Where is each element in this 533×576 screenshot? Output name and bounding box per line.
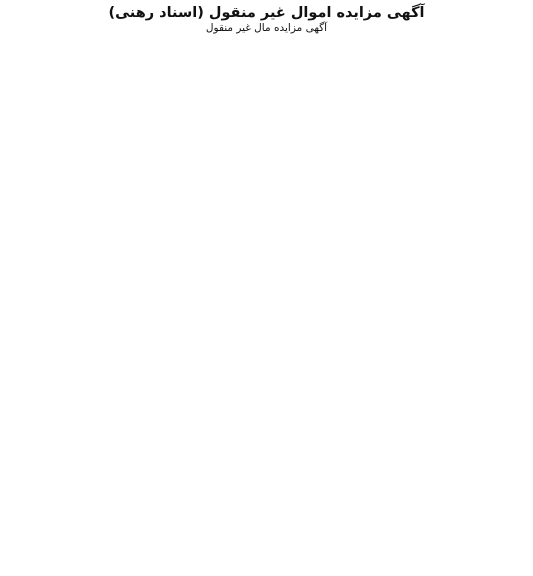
notice-body-line — [7, 390, 526, 404]
notice-body-line — [7, 255, 526, 269]
notice-body-line — [7, 295, 526, 309]
notice-body-line — [7, 417, 526, 431]
notice-body-line — [7, 133, 526, 147]
notice-body-line — [7, 309, 526, 323]
notice-body-line — [7, 38, 526, 52]
notice-body-line — [7, 173, 526, 187]
notice-body-line — [7, 214, 526, 228]
notice-body-line — [7, 106, 526, 120]
notice-body-line — [7, 458, 526, 472]
notice-body-line — [7, 282, 526, 296]
notice-body-line — [7, 160, 526, 174]
notice-title: آگهی مزایده اموال غیر منقول (اسناد رهنی) — [108, 5, 425, 21]
notice-body-line — [7, 499, 526, 513]
notice-body-line — [7, 485, 526, 499]
notice-body-line — [7, 201, 526, 215]
notice-body-line — [7, 363, 526, 377]
notice-body-line — [7, 512, 526, 526]
notice-body-line — [7, 526, 526, 540]
notice-body-line — [7, 119, 526, 133]
notice-body-line — [7, 336, 526, 350]
notice-body-line — [7, 65, 526, 79]
notice-body-line — [7, 377, 526, 391]
notice-body — [7, 38, 526, 539]
notice-body-line — [7, 444, 526, 458]
notice-body-line — [7, 322, 526, 336]
notice-body-line — [7, 146, 526, 160]
notice-body-line — [7, 350, 526, 364]
notice-body-line — [7, 431, 526, 445]
notice-body-line — [7, 187, 526, 201]
notice-body-line — [7, 228, 526, 242]
notice-body-line — [7, 404, 526, 418]
notice-body-line — [7, 79, 526, 93]
notice-body-line — [7, 241, 526, 255]
notice-body-line — [7, 472, 526, 486]
notice-body-line — [7, 52, 526, 66]
notice-body-line — [7, 92, 526, 106]
notice-body-line — [7, 268, 526, 282]
notice-subtitle: آگهی مزایده مال غیر منقول — [205, 22, 328, 34]
